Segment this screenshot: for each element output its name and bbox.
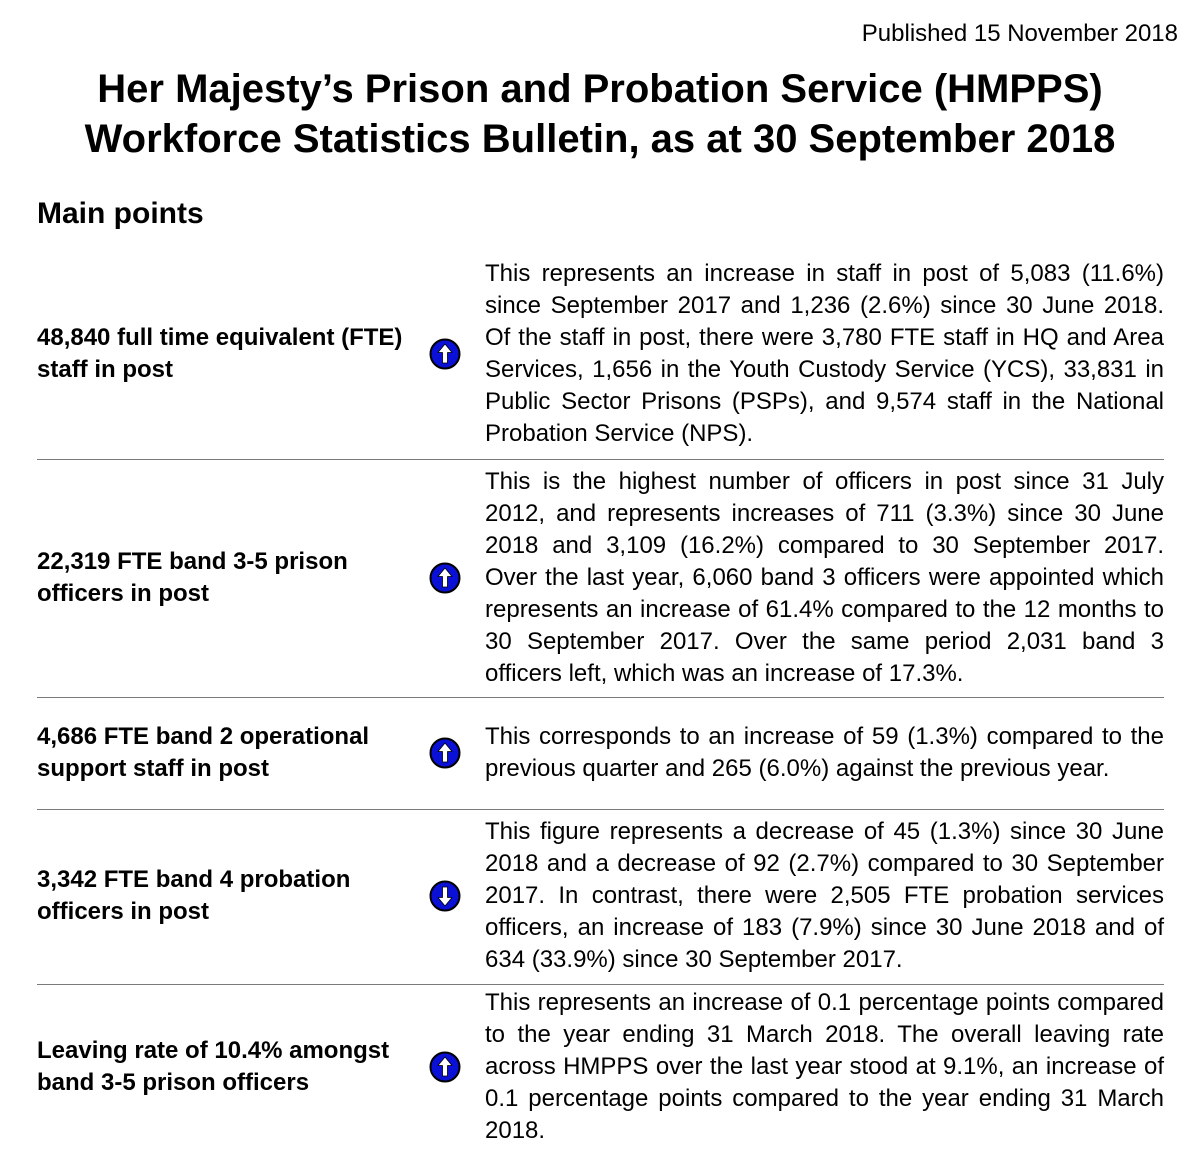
section-heading: Main points (37, 197, 204, 230)
main-point-row (37, 810, 1164, 985)
main-point-row (37, 460, 1164, 698)
trend-indicator (405, 1051, 485, 1083)
title-line-1: Her Majesty’s Prison and Probation Service (HMPPS) (97, 67, 1103, 111)
main-point-label: 22,319 FTE band 3-5 prison officers in post (37, 547, 348, 607)
main-point-description: This represents an increase in staff in post of 5,083 (11.6%) since September 2017 and 1,236 (2.6%) since 30 June 2018. Of the staff in post, there were 3,780 FTE staff in HQ and Area Services, 1,656 in the Youth Custody Service (YCS), 33,831 in Public Sector Prisons (PSPs), and 9,574 staff in the National Probation Service (NPS). (485, 259, 1164, 447)
arrow-up-icon (429, 562, 461, 594)
page-title (0, 64, 1200, 164)
main-point-label: 48,840 full time equivalent (FTE) staff in post (37, 323, 403, 383)
trend-indicator (405, 737, 485, 769)
main-point-label: Leaving rate of 10.4% amongst band 3-5 prison officers (37, 1037, 390, 1096)
main-point-description: This represents an increase of 0.1 percentage points compared to the year ending 31 March 2018. The overall leaving rate across HMPPS over the last year stood at 9.1%, an increase of 0.1 percentage points compared to the year ending 31 March 2018. (485, 989, 1164, 1144)
arrow-up-icon (429, 338, 461, 370)
trend-indicator (405, 880, 485, 912)
main-point-label: 4,686 FTE band 2 operational support staff in post (37, 722, 370, 782)
main-point-description: This corresponds to an increase of 59 (1.3%) compared to the previous quarter and 265 (6.0%) against the previous year. (485, 722, 1164, 782)
main-point-description: This figure represents a decrease of 45 (1.3%) since 30 June 2018 and a decrease of 92 (2.7%) compared to 30 September 2017. In contrast, there were 2,505 FTE probation services officers, an increase of 183 (7.9%) since 30 June 2018 and of 634 (33.9%) since 30 September 2017. (485, 818, 1164, 973)
main-point-description: This is the highest number of officers in post since 31 July 2012, and represents increases of 711 (3.3%) since 30 June 2018 and 3,109 (16.2%) compared to 30 September 2017. Over the last year, 6,060 band 3 officers were appointed which represents an increase of 61.4% compared to the 12 months to 30 September 2017. Over the same period 2,031 band 3 officers left, which was an increase of 17.3%. (485, 467, 1164, 687)
main-point-row (37, 252, 1164, 460)
arrow-up-icon (429, 1051, 461, 1083)
main-point-row (37, 985, 1164, 1145)
arrow-down-icon (429, 880, 461, 912)
trend-indicator (405, 562, 485, 594)
arrow-up-icon (429, 737, 461, 769)
main-point-row (37, 698, 1164, 810)
trend-indicator (405, 338, 485, 370)
main-point-label: 3,342 FTE band 4 probation officers in post (37, 866, 351, 925)
main-points-list (37, 252, 1164, 1145)
title-line-2: Workforce Statistics Bulletin, as at 30 September 2018 (84, 117, 1116, 161)
published-date: Published 15 November 2018 (861, 20, 1178, 47)
